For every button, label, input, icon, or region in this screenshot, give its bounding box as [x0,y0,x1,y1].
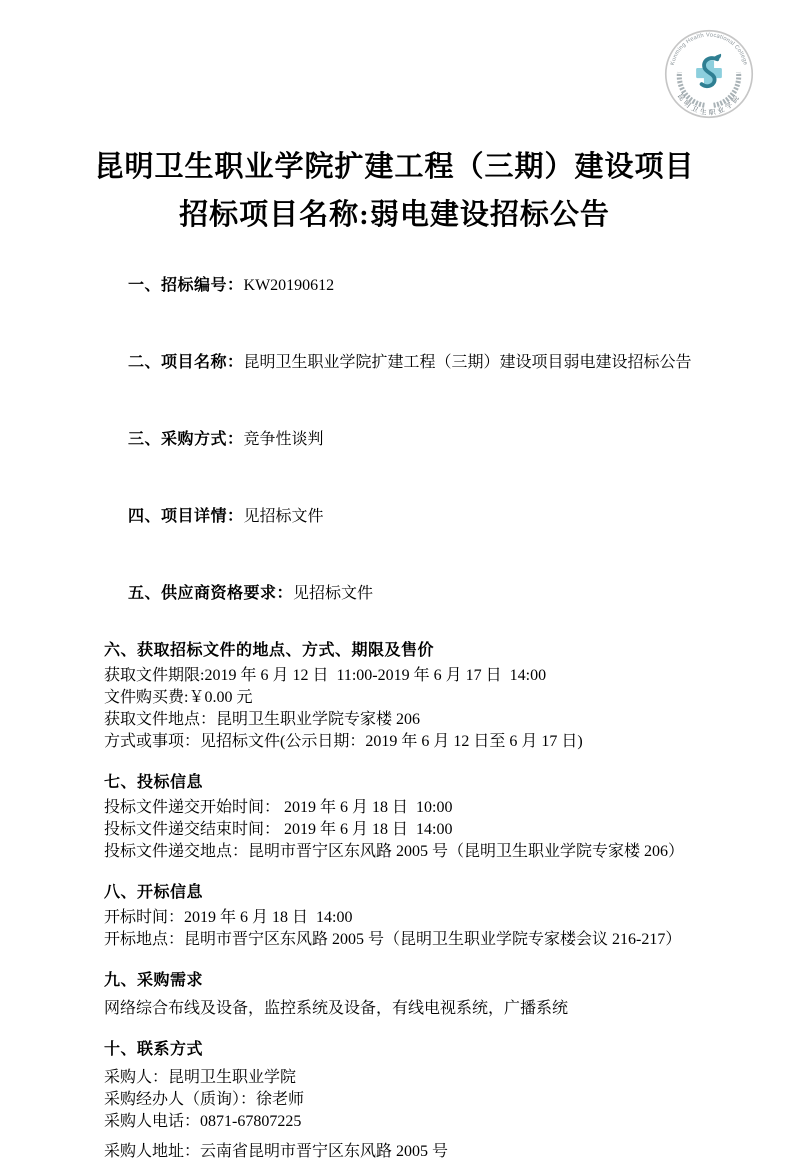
field-supplier-qualification-value: 见招标文件 [293,585,374,602]
field-project-details-label: 四、项目详情： [128,508,244,525]
college-logo [663,28,755,120]
title-line-1: 昆明卫生职业学院扩建工程（三期）建设项目 [94,151,695,183]
college-seal-icon [663,28,755,120]
section-heading: 十、联系方式 [104,1041,204,1058]
submission-end-line: 投标文件递交结束时间： 2019 年 6 月 18 日 14:00 [104,821,453,838]
address-line: 采购人地址：云南省昆明市晋宁区东风路 2005 号 [104,1143,449,1160]
field-tender-number-value: KW20190612 [243,277,335,294]
field-procurement-method-label: 三、采购方式： [128,431,244,448]
contact-person-line: 采购经办人（质询）：徐老师 [104,1091,305,1108]
submission-start-line: 投标文件递交开始时间： 2019 年 6 月 18 日 10:00 [104,799,453,816]
section-heading: 六、获取招标文件的地点、方式、期限及售价 [104,642,435,659]
document-fee-line: 文件购买费:￥0.00 元 [104,689,253,706]
section-bid-submission [104,774,693,863]
section-bid-opening [104,884,693,951]
field-project-name [104,336,693,390]
acquisition-period-line: 获取文件期限:2019 年 6 月 12 日 11:00-2019 年 6 月 17 日 14:00 [104,667,547,684]
field-procurement-method [104,413,693,467]
acquisition-method-line: 方式或事项：见招标文件(公示日期：2019 年 6 月 12 日至 6 月 17 日) [104,733,583,750]
purchaser-line: 采购人：昆明卫生职业学院 [104,1069,297,1086]
seal-chinese-text: 昆明卫生职业学院 [675,92,743,117]
section-heading: 八、开标信息 [104,884,204,901]
field-project-details-value: 见招标文件 [243,508,324,525]
field-supplier-qualification [104,567,693,621]
section-heading: 九、采购需求 [104,972,204,989]
field-project-details [104,490,693,544]
document-body [0,259,789,1163]
field-project-name-value: 昆明卫生职业学院扩建工程（三期）建设项目弱电建设招标公告 [243,354,692,371]
title-line-2: 招标项目名称:弱电建设招标公告 [179,199,610,231]
field-procurement-method-value: 竞争性谈判 [243,431,324,448]
section-heading: 七、投标信息 [104,774,204,791]
field-tender-number-label: 一、招标编号： [128,277,244,294]
field-project-name-label: 二、项目名称： [128,354,244,371]
acquisition-location-line: 获取文件地点：昆明卫生职业学院专家楼 206 [104,711,421,728]
section-contact-info [104,1041,693,1163]
requirements-line: 网络综合布线及设备，监控系统及设备，有线电视系统，广播系统 [104,1000,569,1017]
phone-line: 采购人电话：0871-67807225 [104,1113,302,1130]
opening-location-line: 开标地点：昆明市晋宁区东风路 2005 号（昆明卫生职业学院专家楼会议 216-217） [104,931,682,948]
section-procurement-requirements [104,972,693,1020]
field-supplier-qualification-label: 五、供应商资格要求： [128,585,294,602]
submission-location-line: 投标文件递交地点：昆明市晋宁区东风路 2005 号（昆明卫生职业学院专家楼 206） [104,843,685,860]
section-document-acquisition [104,642,693,753]
opening-time-line: 开标时间：2019 年 6 月 18 日 14:00 [104,909,353,926]
field-tender-number [104,259,693,313]
seal-english-text: Kunming Health Vocational College [669,32,749,66]
